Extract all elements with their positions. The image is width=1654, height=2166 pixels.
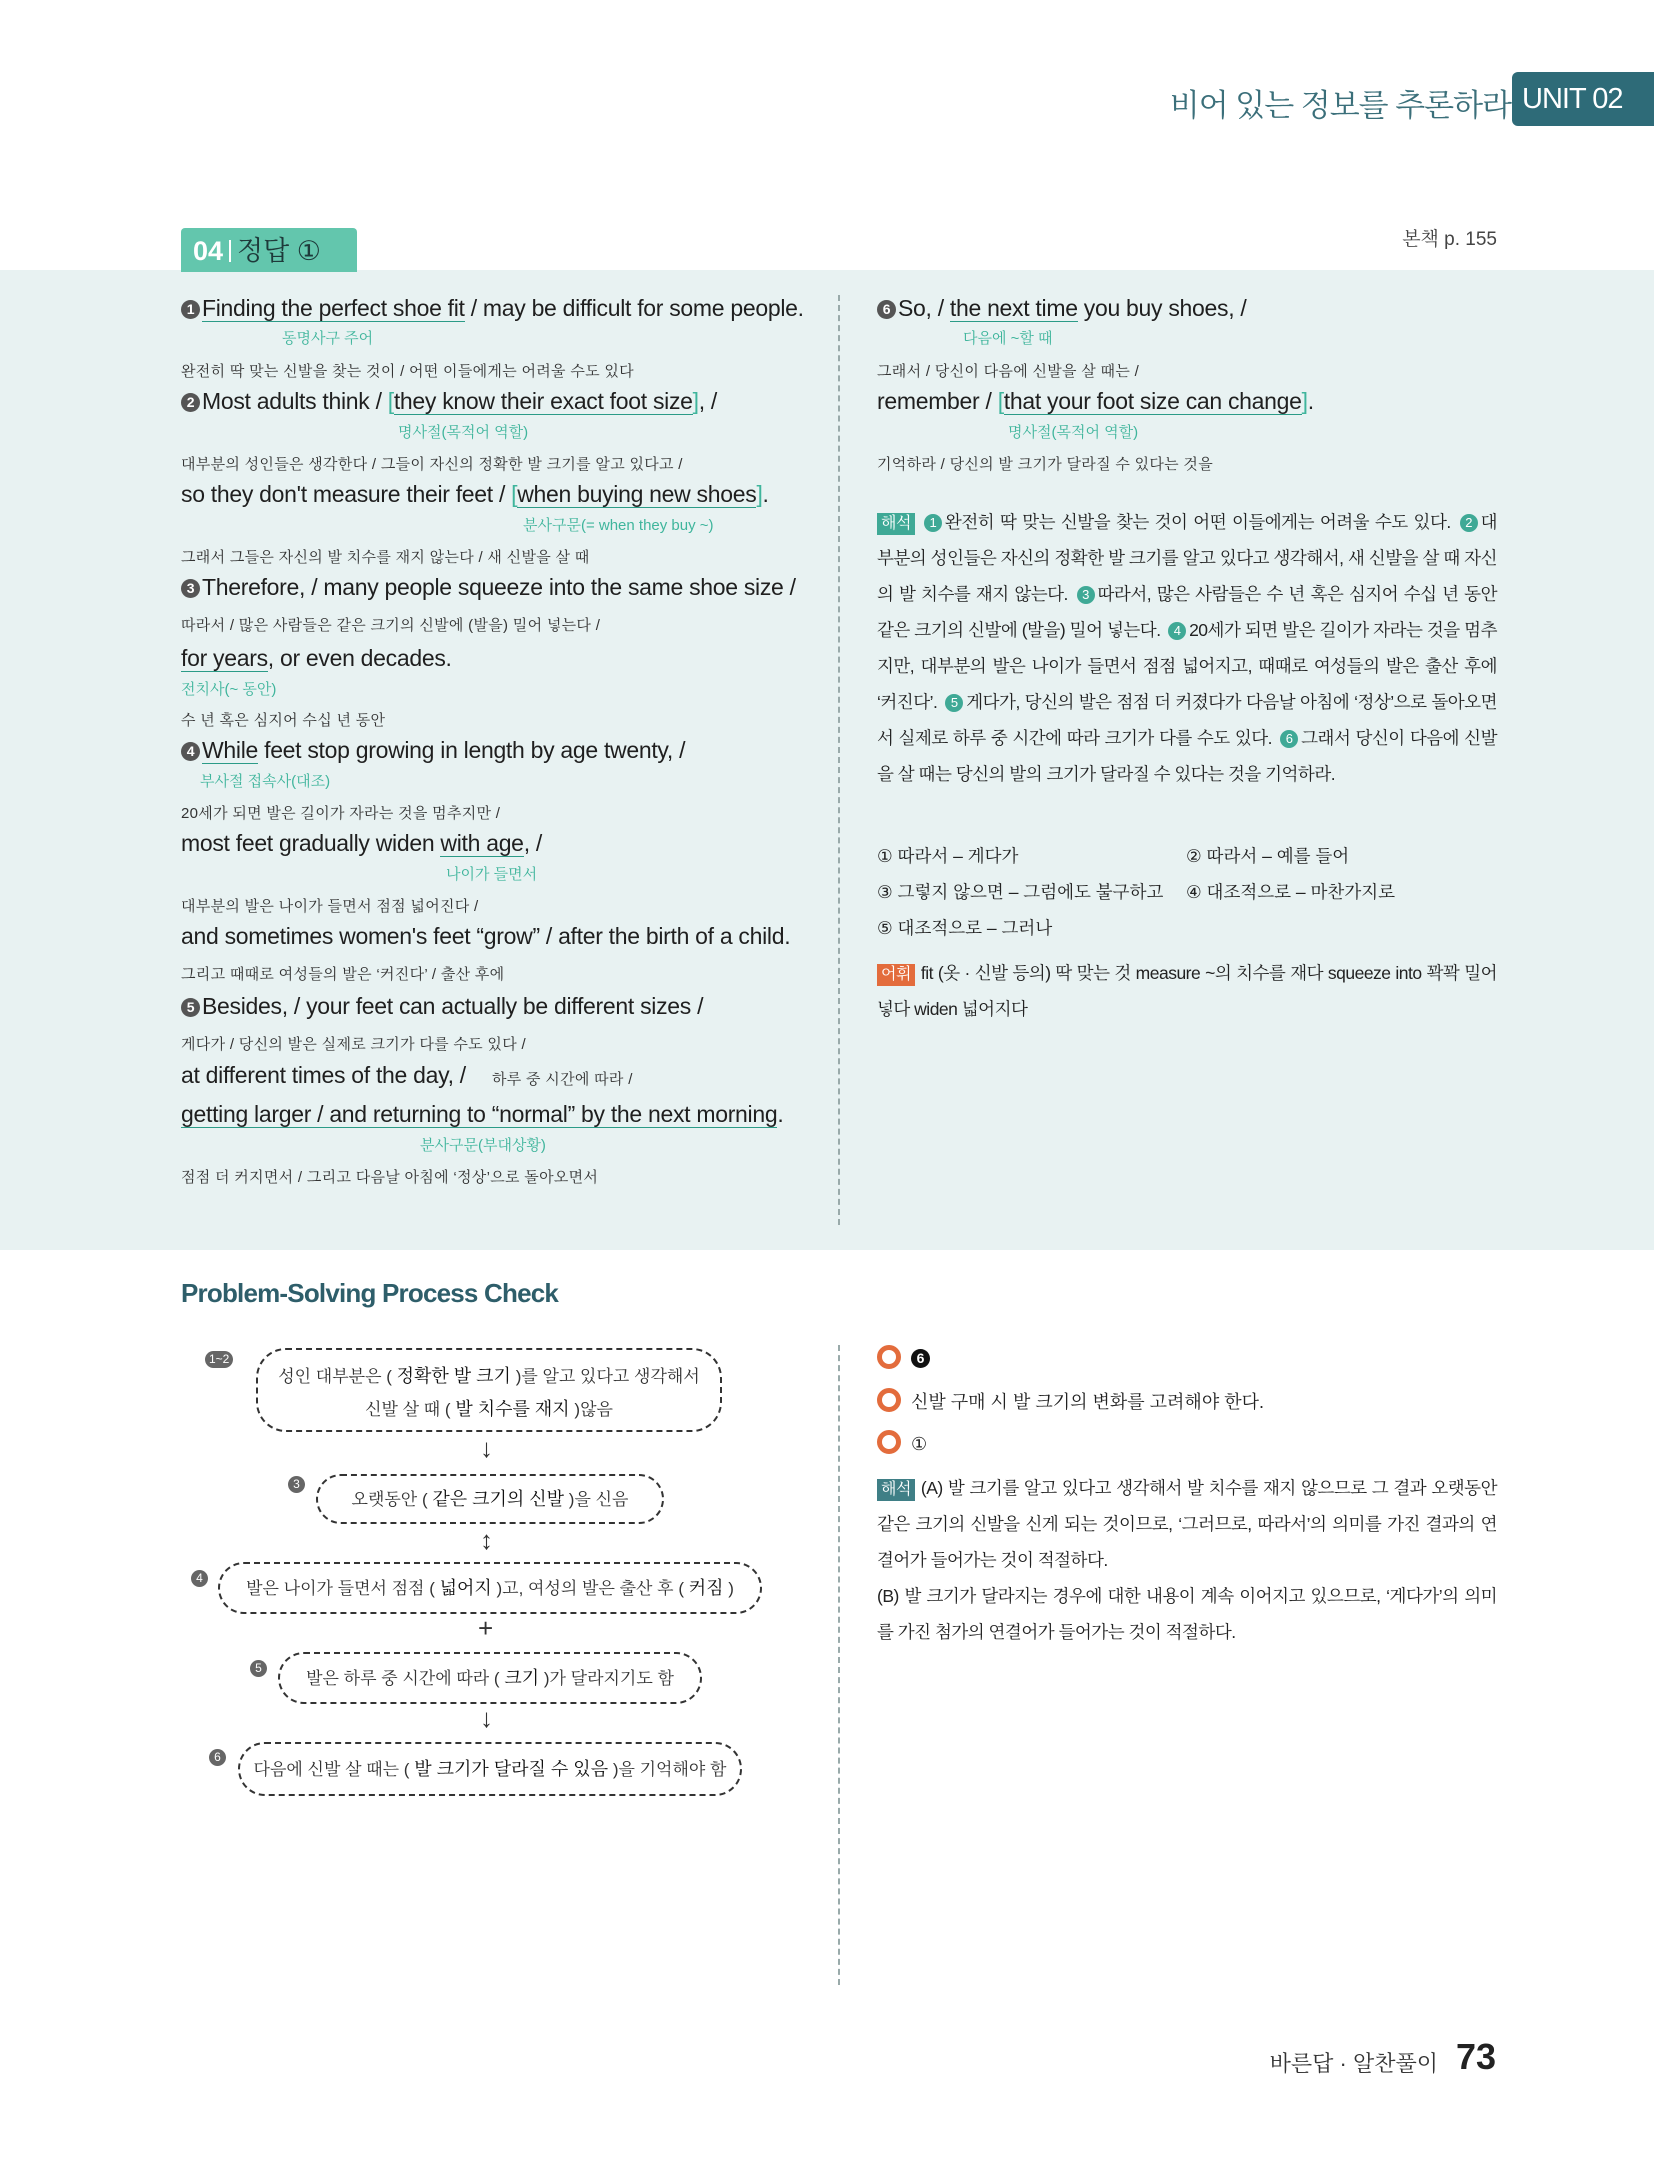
korean-gloss: 따라서 / 많은 사람들은 같은 크기의 신발에 (발을) 밀어 넣는다 / [181, 617, 601, 634]
grammar-note: 분사구문(= when they buy ~) [523, 517, 714, 534]
grammar-note: 명사절(목적어 역할) [398, 424, 529, 441]
plus-icon: + [478, 1613, 494, 1643]
psp-title: Problem-Solving Process Check [181, 1278, 559, 1308]
grammar-note: 전치사(~ 동안) [181, 681, 277, 698]
korean-gloss: 대부분의 발은 나이가 들면서 점점 넓어진다 / [181, 898, 479, 915]
down-arrow-icon: ↓ [480, 1703, 493, 1733]
flow-step-6: 다음에 신발 살 때는 ( 발 크기가 달라질 수 있음 )을 기억해야 함 [238, 1742, 742, 1796]
down-arrow-icon: ↓ [480, 1433, 493, 1463]
sentence-number: 4 [181, 742, 200, 761]
sentence-2b: so they don't measure their feet / [when buying new shoes]. [181, 481, 769, 507]
korean-gloss: 그래서 그들은 자신의 발 치수를 재지 않는다 / 새 신발을 살 때 [181, 549, 590, 566]
sentence-4: 4 While feet stop growing in length by age twenty, / [181, 737, 685, 764]
grammar-note: 부사절 접속사(대조) [200, 773, 331, 790]
korean-gloss: 그래서 / 당신이 다음에 신발을 살 때는 / [877, 363, 1140, 380]
up-down-arrow-icon: ↕ [480, 1525, 493, 1555]
answer-label: 정답 ① [237, 236, 321, 266]
korean-gloss: 대부분의 성인들은 생각한다 / 그들이 자신의 정확한 발 크기를 알고 있다고 / [181, 456, 683, 473]
flow-step-5: 발은 하루 중 시간에 따라 ( 크기 )가 달라지기도 함 [278, 1652, 702, 1704]
korean-gloss: 기억하라 / 당신의 발 크기가 달라질 수 있다는 것을 [877, 456, 1214, 473]
sentence-number: 2 [181, 393, 200, 412]
sentence-5: 5 Besides, / your feet can actually be different sizes / [181, 993, 703, 1020]
question-number: 04 [193, 236, 224, 266]
korean-gloss: 그리고 때때로 여성들의 발은 ‘커진다’ / 출산 후에 [181, 966, 505, 983]
grammar-note: 나이가 들면서 [446, 866, 538, 883]
flow-step-3: 오랫동안 ( 같은 크기의 신발 )을 신음 [316, 1474, 664, 1524]
answer-tab [181, 228, 357, 272]
choice-4: ④ 대조적으로 – 마찬가지로 [1186, 882, 1396, 902]
sentence-6: 6 So, / the next time you buy shoes, / [877, 295, 1246, 322]
psp-answer-3: ① [877, 1430, 927, 1455]
flow-step-4: 발은 나이가 들면서 점점 ( 넓어지 )고, 여성의 발은 출산 후 ( 커짐 ) [218, 1562, 762, 1614]
sentence-number: 6 [877, 300, 896, 319]
sentence-3b: for years, or even decades. [181, 645, 452, 671]
bullet-icon [877, 1388, 901, 1412]
korean-gloss: 20세가 되면 발은 길이가 자라는 것을 멈추지만 / [181, 805, 501, 822]
choice-2: ② 따라서 – 예를 들어 [1186, 846, 1350, 866]
grammar-note: 동명사구 주어 [282, 330, 374, 347]
sentence-5c: getting larger / and returning to “normal” by the next morning. [181, 1101, 784, 1127]
sentence-2: 2 Most adults think / [they know their exact foot size], / [181, 388, 717, 415]
sentence-1: 1 Finding the perfect shoe fit / may be difficult for some people. [181, 295, 804, 322]
step-number: 3 [288, 1475, 305, 1493]
sentence-5b: at different times of the day, / [181, 1062, 466, 1088]
page-number: 73 [1455, 2036, 1496, 2077]
step-number: 1~2 [205, 1350, 233, 1368]
flow-step-1-2: 성인 대부분은 ( 정확한 발 크기 )를 알고 있다고 생각해서 신발 살 때 ( 발 치수를 재지 )않음 [256, 1348, 722, 1432]
grammar-note: 명사절(목적어 역할) [1008, 424, 1139, 441]
psp-explanation-a: 해석 (A) 발 크기를 알고 있다고 생각해서 발 치수를 재지 않으므로 그 결과 오랫동안 같은 크기의 신발을 신게 되는 것이므로, ‘그러므로, 따라서’의 의미를 가진 결과의 연결어가 들어가는 것이 적절하다. [877, 1478, 1497, 1570]
sentence-4c: and sometimes women's feet “grow” / after the birth of a child. [181, 923, 791, 949]
korean-gloss: 수 년 혹은 심지어 수십 년 동안 [181, 712, 386, 729]
sentence-3: 3 Therefore, / many people squeeze into the same shoe size / [181, 574, 796, 601]
column-divider [838, 1345, 840, 1985]
step-number: 6 [209, 1748, 226, 1766]
grammar-note: 다음에 ~할 때 [963, 330, 1053, 347]
step-number: 5 [250, 1659, 267, 1677]
translation-tag: 해석 [877, 513, 915, 535]
sentence-number: 5 [181, 998, 200, 1017]
grammar-note: 분사구문(부대상황) [420, 1137, 546, 1154]
choice-3: ③ 그렇지 않으면 – 그럼에도 불구하고 [877, 882, 1164, 902]
translation: 해석 1 완전히 딱 맞는 신발을 찾는 것이 어떤 이들에게는 어려울 수도 있다. 2 대부분의 성인들은 자신의 정확한 발 크기를 알고 있다고 생각해서, 새 신발을 살 때 자신의 발 치수를 재지 않는다. 3 따라서, 많은 사람들은 수 년 혹은 심지어 수십 년 동안 같은 크기의 신발에 (발을) 밀어 넣는다. 4 20세가 되면 발은 길이가 자라는 것을 멈추지만, 대부분의 발은 나이가 들면서 점점 넓어지고, 때때로 여성들의 발은 출산 후에 ‘커진다’. 5 게다가, 당신의 발은 점점 더 커졌다가 다음날 아침에 ‘정상’으로 돌아오면서 실제로 하루 중 시간에 따라 크기가 다를 수도 있다. 6 그래서 당신이 다음에 신발을 살 때는 당신의 발의 크기가 달라질 수 있다는 것을 기억하라. [877, 512, 1497, 784]
explanation-tag: 해석 [877, 1479, 915, 1501]
choice-1: ① 따라서 – 게다가 [877, 846, 1019, 866]
bullet-icon [877, 1430, 901, 1454]
korean-gloss: 하루 중 시간에 따라 / [492, 1071, 633, 1088]
sentence-number: 3 [181, 579, 200, 598]
psp-answer-2: 신발 구매 시 발 크기의 변화를 고려해야 한다. [877, 1388, 1264, 1414]
sentence-number: 1 [181, 300, 200, 319]
korean-gloss: 게다가 / 당신의 발은 실제로 크기가 다를 수도 있다 / [181, 1036, 526, 1053]
sentence-6b: remember / [that your foot size can change]. [877, 388, 1314, 414]
section-title: 비어 있는 정보를 추론하라 [1169, 88, 1511, 123]
bullet-icon [877, 1345, 901, 1369]
korean-gloss: 점점 더 커지면서 / 그리고 다음날 아침에 ‘정상’으로 돌아오면서 [181, 1169, 599, 1186]
vocab-tag: 어휘 [877, 964, 915, 986]
psp-explanation-b: (B) 발 크기가 달라지는 경우에 대한 내용이 계속 이어지고 있으므로, ‘게다가’의 의미를 가진 첨가의 연결어가 들어가는 것이 적절하다. [877, 1586, 1497, 1642]
korean-gloss: 완전히 딱 맞는 신발을 찾는 것이 / 어떤 이들에게는 어려울 수도 있다 [181, 363, 634, 380]
page-reference: 본책 p. 155 [1402, 229, 1497, 250]
unit-badge: UNIT 02 [1512, 72, 1654, 126]
column-divider [838, 295, 840, 1225]
sentence-4b: most feet gradually widen with age, / [181, 830, 542, 856]
choice-5: ⑤ 대조적으로 – 그러나 [877, 918, 1053, 938]
footer-label: 바른답 · 알찬풀이 [1269, 2051, 1438, 2076]
psp-answer-1: 6 [877, 1345, 932, 1370]
step-number: 4 [191, 1569, 208, 1587]
vocabulary: 어휘 fit (옷 · 신발 등의) 딱 맞는 것 measure ~의 치수를 재다 squeeze into 꽉꽉 밀어 넣다 widen 넓어지다 [877, 963, 1497, 1019]
